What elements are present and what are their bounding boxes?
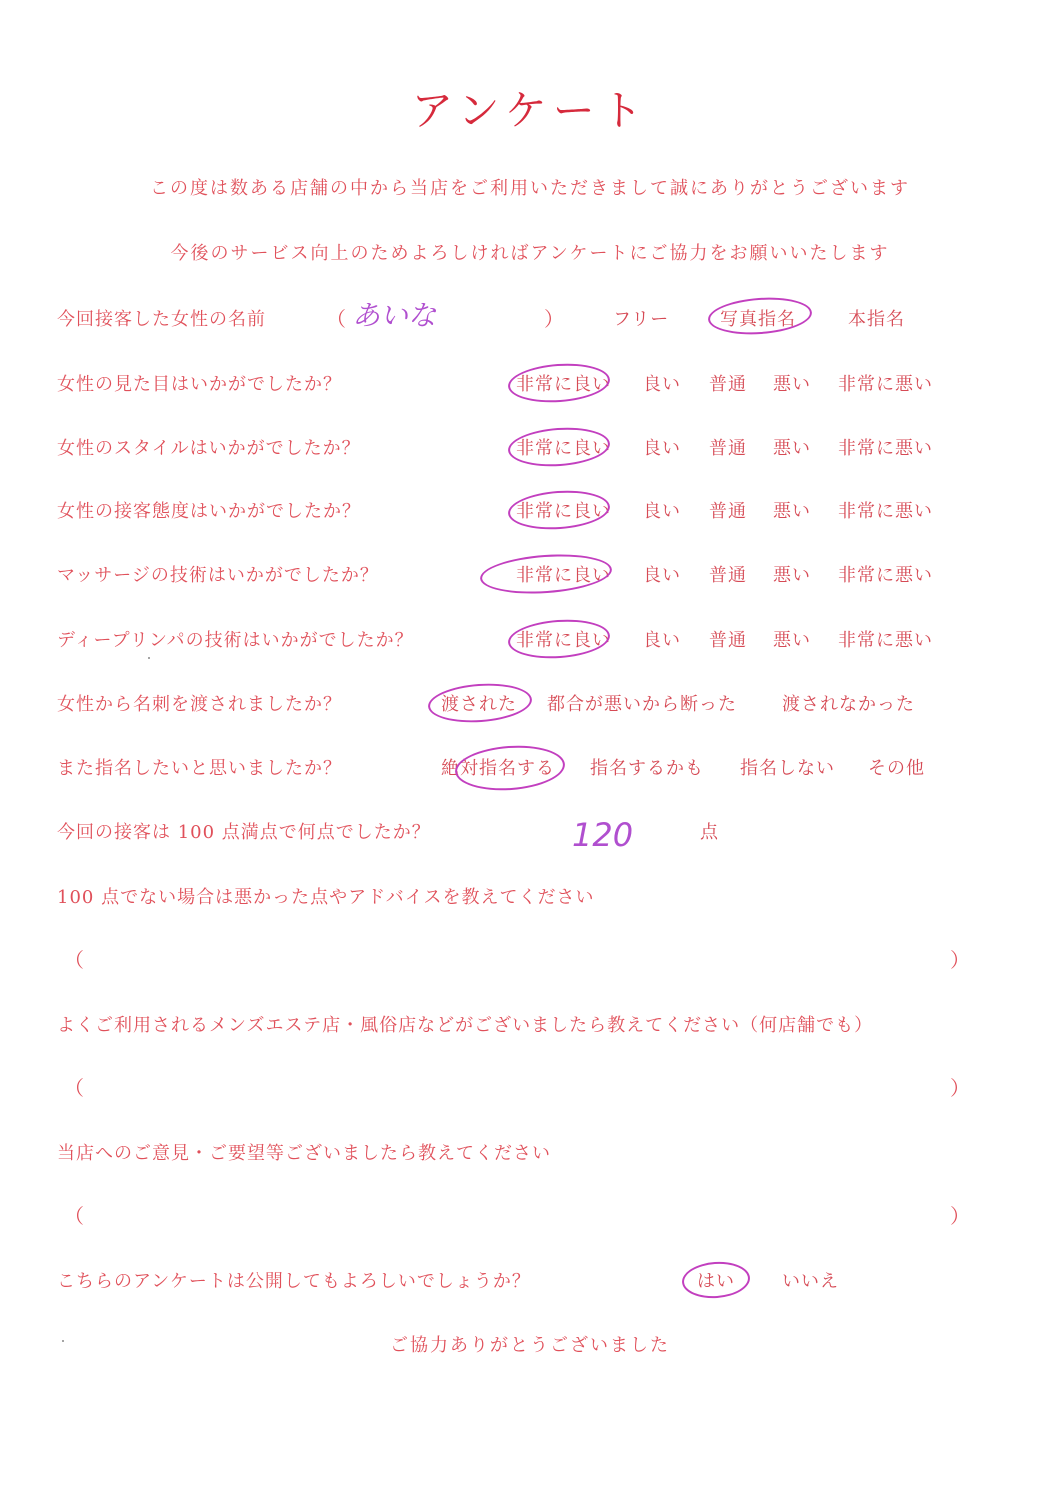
advice-question: 100 点でない場合は悪かった点やアドバイスを教えてください: [57, 887, 595, 908]
handwritten-name[interactable]: あいな: [352, 299, 437, 332]
shops-close-paren: ）: [950, 1076, 970, 1100]
name-open-paren: （: [326, 307, 346, 331]
shops-open-paren: （: [64, 1076, 84, 1100]
card-question: 女性から名刺を渡されましたか？: [57, 694, 342, 715]
thanks-footer: ご協力ありがとうございました: [390, 1335, 670, 1356]
option-free[interactable]: フリー: [613, 309, 670, 330]
intro-line-1: この度は数ある店舗の中から当店をご利用いただきまして誠にありがとうございます: [150, 178, 910, 199]
publish-question: こちらのアンケートは公開してもよろしいでしょうか？: [57, 1271, 531, 1292]
rating-2-option-very-bad[interactable]: 非常に悪い: [838, 438, 933, 459]
score-question: 今回の接客は 100 点満点で何点でしたか？: [57, 822, 431, 843]
rating-3-option-very-good[interactable]: 非常に良い: [516, 501, 611, 522]
rating-2-option-average[interactable]: 普通: [709, 438, 747, 459]
option-main-nomination[interactable]: 本指名: [848, 309, 905, 330]
rating-question-4: マッサージの技術はいかがでしたか？: [57, 565, 379, 586]
card-option-received[interactable]: 渡された: [441, 694, 517, 715]
rating-1-option-very-good[interactable]: 非常に良い: [516, 374, 611, 395]
rating-4-option-average[interactable]: 普通: [709, 565, 747, 586]
opinion-open-paren: （: [64, 1204, 84, 1228]
advice-open-paren: （: [64, 948, 84, 972]
rating-2-option-bad[interactable]: 悪い: [773, 438, 811, 459]
opinion-close-paren: ）: [950, 1204, 970, 1228]
publish-option-yes[interactable]: はい: [697, 1271, 735, 1292]
again-option-other[interactable]: その他: [868, 758, 925, 779]
rating-1-option-very-bad[interactable]: 非常に悪い: [838, 374, 933, 395]
opinion-answer-field[interactable]: [90, 1196, 940, 1228]
rating-5-option-bad[interactable]: 悪い: [773, 630, 811, 651]
intro-line-2: 今後のサービス向上のためよろしければアンケートにご協力をお願いいたします: [170, 243, 890, 264]
rating-4-option-very-bad[interactable]: 非常に悪い: [838, 565, 933, 586]
rating-3-option-bad[interactable]: 悪い: [773, 501, 811, 522]
rating-5-option-very-bad[interactable]: 非常に悪い: [838, 630, 933, 651]
card-option-not-received[interactable]: 渡されなかった: [782, 694, 915, 715]
again-option-no[interactable]: 指名しない: [740, 758, 835, 779]
advice-answer-field[interactable]: [90, 940, 940, 972]
score-unit: 点: [700, 822, 719, 843]
rating-4-option-good[interactable]: 良い: [643, 565, 681, 586]
rating-2-option-very-good[interactable]: 非常に良い: [516, 438, 611, 459]
rating-5-option-good[interactable]: 良い: [643, 630, 681, 651]
opinion-question: 当店へのご意見・ご要望等ございましたら教えてください: [57, 1143, 551, 1164]
rating-1-option-good[interactable]: 良い: [643, 374, 681, 395]
paper-speck: [62, 1340, 64, 1342]
rating-3-option-very-bad[interactable]: 非常に悪い: [838, 501, 933, 522]
shops-question: よくご利用されるメンズエステ店・風俗店などがございましたら教えてください（何店舗でも）: [57, 1015, 874, 1036]
handwritten-score[interactable]: 120: [572, 816, 634, 854]
rating-question-2: 女性のスタイルはいかがでしたか？: [57, 438, 361, 459]
rating-5-option-very-good[interactable]: 非常に良い: [516, 630, 611, 651]
rating-5-option-average[interactable]: 普通: [709, 630, 747, 651]
shops-answer-field[interactable]: [90, 1068, 940, 1100]
rating-4-option-bad[interactable]: 悪い: [773, 565, 811, 586]
advice-close-paren: ）: [950, 948, 970, 972]
publish-option-no[interactable]: いいえ: [782, 1271, 839, 1292]
name-close-paren: ）: [544, 307, 564, 331]
rating-2-option-good[interactable]: 良い: [643, 438, 681, 459]
rating-3-option-good[interactable]: 良い: [643, 501, 681, 522]
paper-speck: [148, 657, 150, 659]
again-option-maybe[interactable]: 指名するかも: [590, 758, 704, 779]
rating-question-5: ディープリンパの技術はいかがでしたか？: [57, 630, 414, 651]
rating-question-1: 女性の見た目はいかがでしたか？: [57, 374, 342, 395]
rating-3-option-average[interactable]: 普通: [709, 501, 747, 522]
rating-1-option-average[interactable]: 普通: [709, 374, 747, 395]
rating-question-3: 女性の接客態度はいかがでしたか？: [57, 501, 361, 522]
name-question: 今回接客した女性の名前: [57, 309, 266, 330]
card-option-declined[interactable]: 都合が悪いから断った: [547, 694, 737, 715]
page-title: アンケート: [411, 86, 649, 135]
again-question: また指名したいと思いましたか？: [57, 758, 342, 779]
again-option-definitely[interactable]: 絶対指名する: [441, 758, 555, 779]
rating-1-option-bad[interactable]: 悪い: [773, 374, 811, 395]
option-photo-nomination[interactable]: 写真指名: [720, 309, 796, 330]
rating-4-option-very-good[interactable]: 非常に良い: [516, 565, 611, 586]
